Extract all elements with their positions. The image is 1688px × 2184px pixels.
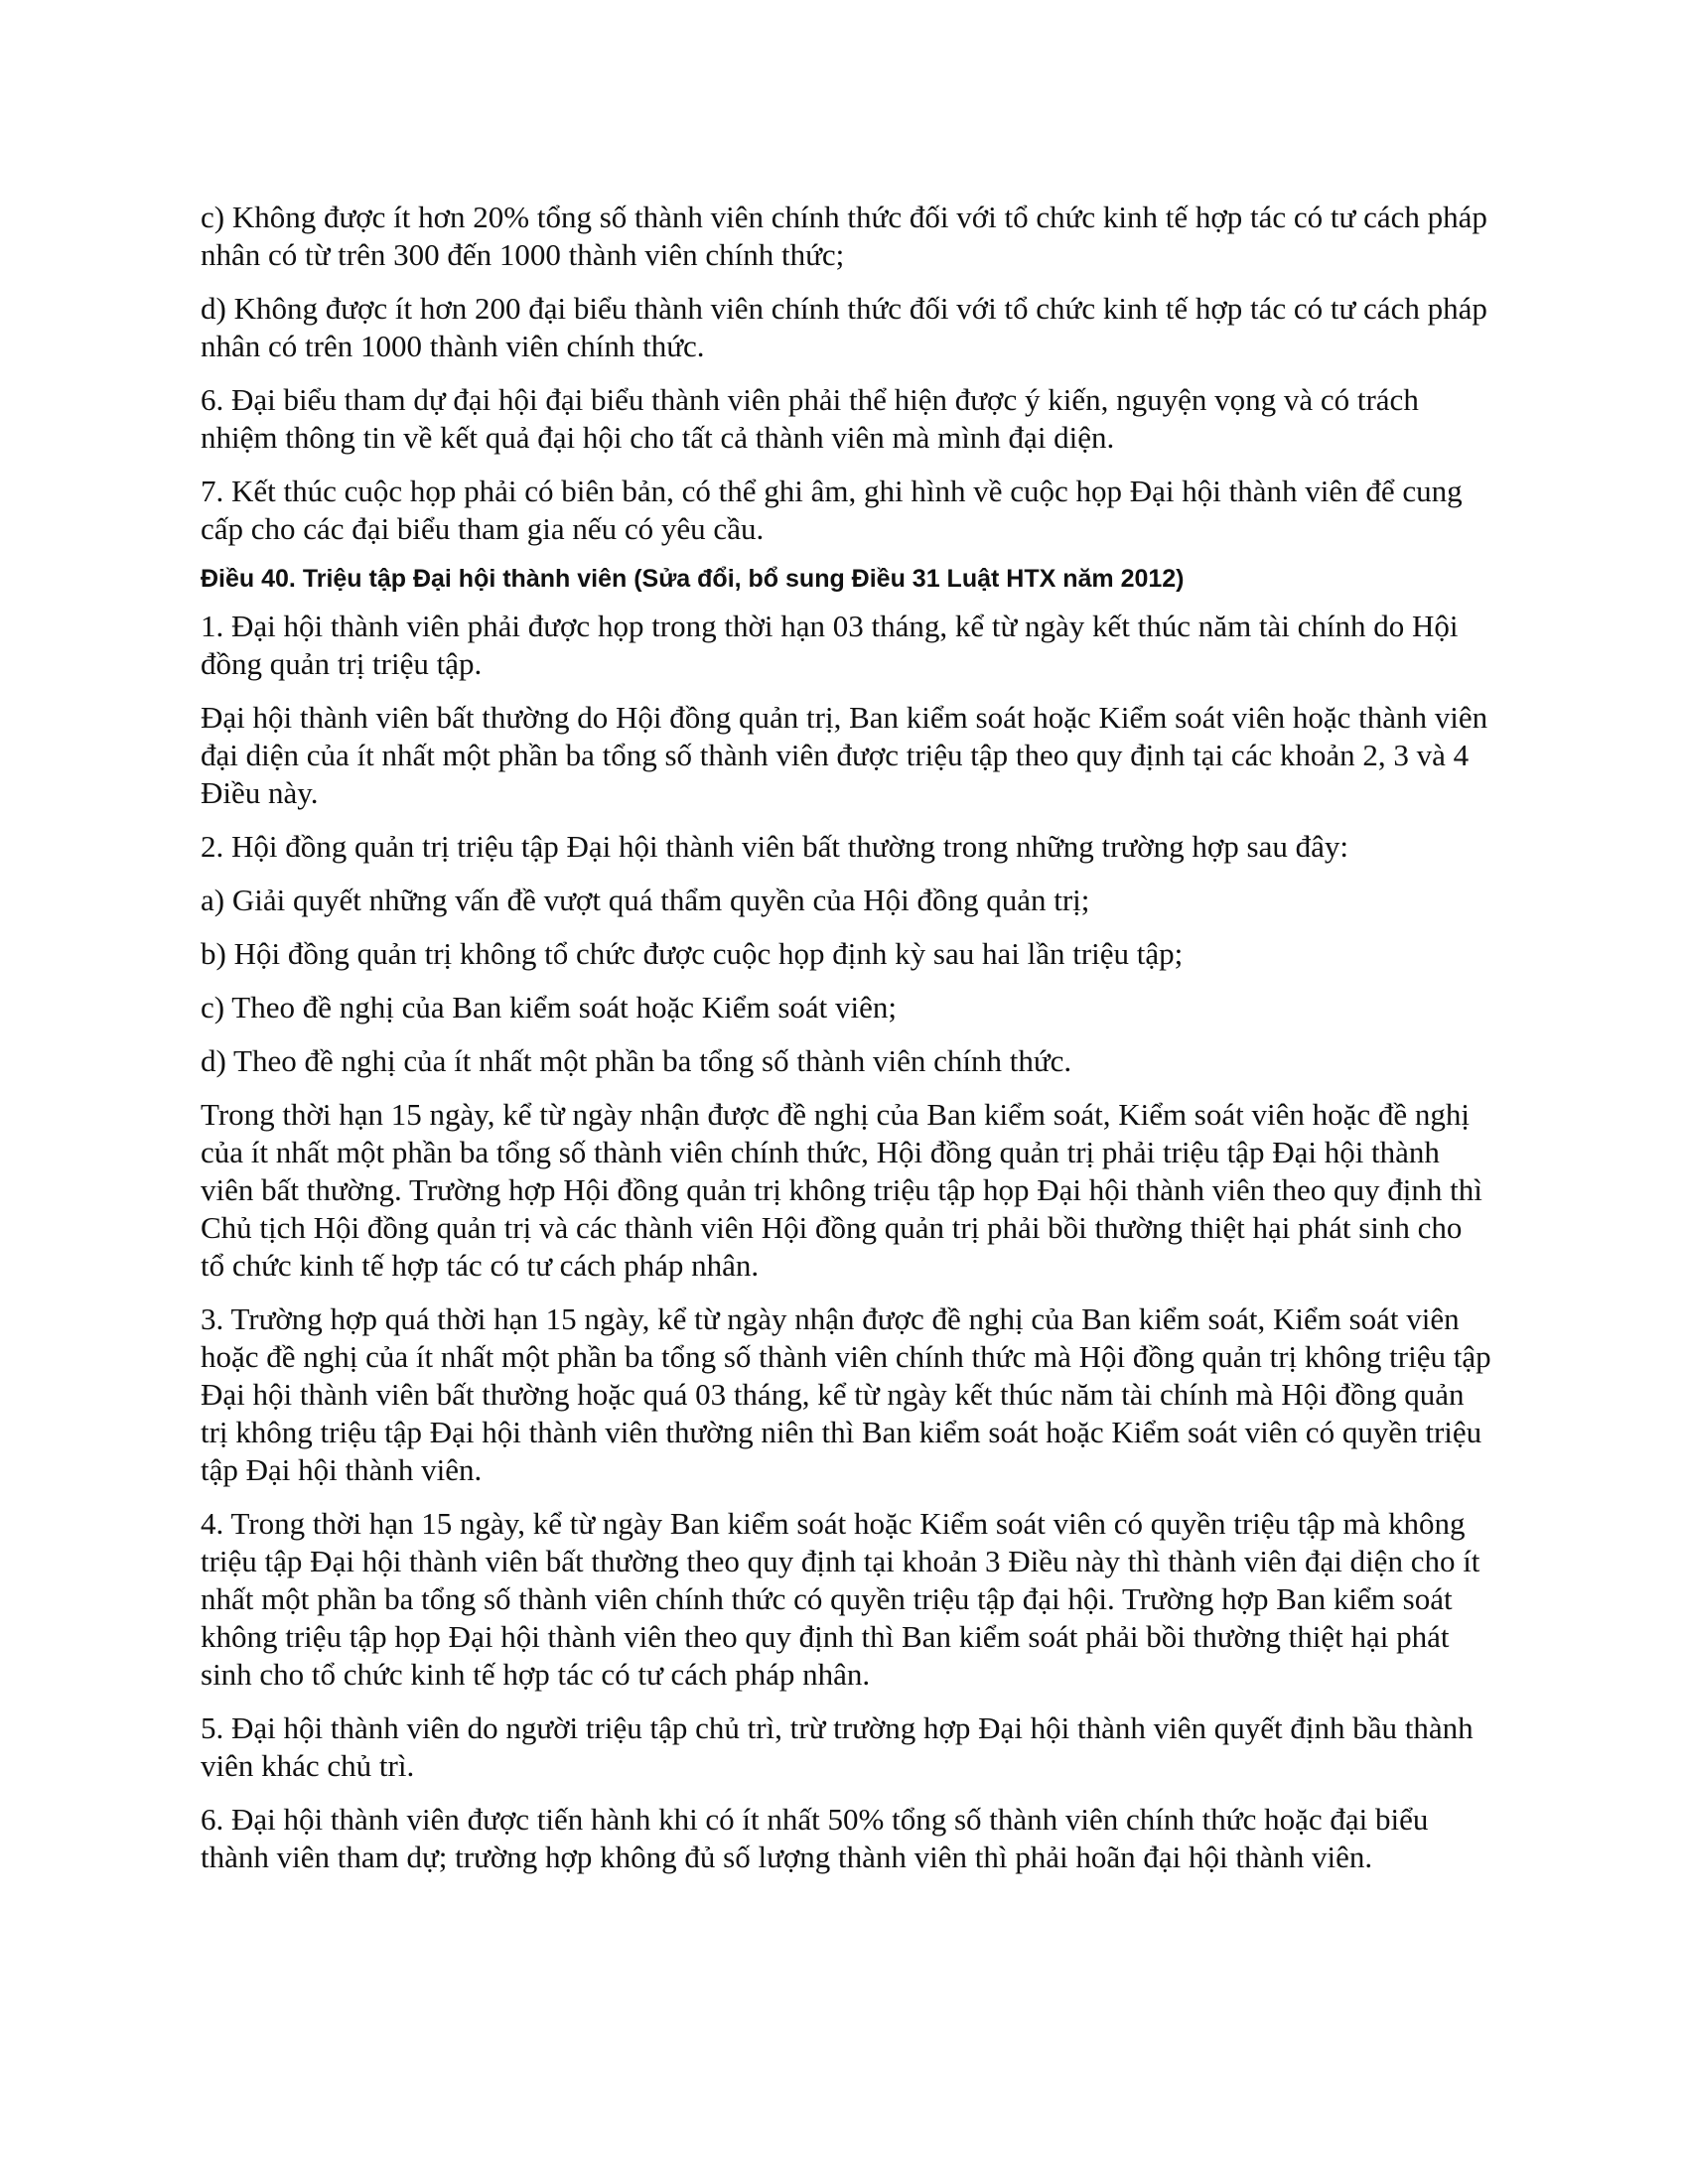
paragraph-article-item-5: 5. Đại hội thành viên do người triệu tập chủ trì, trừ trường hợp Đại hội thành viên quyết định bầu thành viên khác chủ trì. — [201, 1710, 1474, 1783]
paragraph-case-c: c) Theo đề nghị của Ban kiểm soát hoặc Kiểm soát viên; — [201, 990, 898, 1024]
paragraph-clause-c: c) Không được ít hơn 20% tổng số thành viên chính thức đối với tổ chức kinh tế hợp tác có tư cách pháp nhân có từ trên 300 đến 1000 thành viên chính thức; — [201, 200, 1487, 272]
paragraph-article-item-1: 1. Đại hội thành viên phải được họp trong thời hạn 03 tháng, kể từ ngày kết thúc năm tài chính do Hội đồng quản trị triệu tập. — [201, 609, 1459, 681]
paragraph-article-item-6: 6. Đại hội thành viên được tiến hành khi có ít nhất 50% tổng số thành viên chính thức hoặc đại biểu thành viên tham dự; trường hợp không đủ số lượng thành viên thì phải hoãn đại hội thành viên. — [201, 1802, 1429, 1874]
paragraph-extraordinary-meeting: Đại hội thành viên bất thường do Hội đồng quản trị, Ban kiểm soát hoặc Kiểm soát viên hoặc thành viên đại diện của ít nhất một phần ba tổng số thành viên được triệu tập theo quy định tại các khoản 2, 3 và 4 Điều này. — [201, 700, 1488, 810]
document-page — [201, 199, 1491, 1892]
paragraph-case-b: b) Hội đồng quản trị không tổ chức được cuộc họp định kỳ sau hai lần triệu tập; — [201, 936, 1184, 971]
paragraph-article-item-4: 4. Trong thời hạn 15 ngày, kể từ ngày Ban kiểm soát hoặc Kiểm soát viên có quyền triệu tập mà không triệu tập Đại hội thành viên bất thường theo quy định tại khoản 3 Điều này thì thành viên đại diện cho ít nhất một phần ba tổng số thành viên chính thức có quyền triệu tập đại hội. Trường hợp Ban kiểm soát không triệu tập họp Đại hội thành viên theo quy định thì Ban kiểm soát phải bồi thường thiệt hại phát sinh cho tổ chức kinh tế hợp tác có tư cách pháp nhân. — [201, 1506, 1480, 1692]
paragraph-article-item-2: 2. Hội đồng quản trị triệu tập Đại hội thành viên bất thường trong những trường hợp sau đây: — [201, 829, 1348, 864]
article-heading: Điều 40. Triệu tập Đại hội thành viên (Sửa đổi, bổ sung Điều 31 Luật HTX năm 2012) — [201, 565, 1185, 593]
paragraph-15-day-deadline: Trong thời hạn 15 ngày, kể từ ngày nhận được đề nghị của Ban kiểm soát, Kiểm soát viên hoặc đề nghị của ít nhất một phần ba tổng số thành viên chính thức, Hội đồng quản trị phải triệu tập Đại hội thành viên bất thường. Trường hợp Hội đồng quản trị không triệu tập họp Đại hội thành viên theo quy định thì Chủ tịch Hội đồng quản trị và các thành viên Hội đồng quản trị phải bồi thường thiệt hại phát sinh cho tổ chức kinh tế hợp tác có tư cách pháp nhân. — [201, 1097, 1482, 1283]
paragraph-case-d: d) Theo đề nghị của ít nhất một phần ba tổng số thành viên chính thức. — [201, 1043, 1072, 1078]
paragraph-clause-d: d) Không được ít hơn 200 đại biểu thành viên chính thức đối với tổ chức kinh tế hợp tác có tư cách pháp nhân có trên 1000 thành viên chính thức. — [201, 291, 1487, 363]
paragraph-article-item-3: 3. Trường hợp quá thời hạn 15 ngày, kể từ ngày nhận được đề nghị của Ban kiểm soát, Kiểm soát viên hoặc đề nghị của ít nhất một phần ba tổng số thành viên chính thức mà Hội đồng quản trị không triệu tập Đại hội thành viên bất thường hoặc quá 03 tháng, kể từ ngày kết thúc năm tài chính mà Hội đồng quản trị không triệu tập Đại hội thành viên thường niên thì Ban kiểm soát hoặc Kiểm soát viên có quyền triệu tập Đại hội thành viên. — [201, 1301, 1491, 1487]
paragraph-case-a: a) Giải quyết những vấn đề vượt quá thẩm quyền của Hội đồng quản trị; — [201, 883, 1090, 917]
paragraph-item-6: 6. Đại biểu tham dự đại hội đại biểu thành viên phải thể hiện được ý kiến, nguyện vọng và có trách nhiệm thông tin về kết quả đại hội cho tất cả thành viên mà mình đại diện. — [201, 382, 1419, 455]
paragraph-item-7: 7. Kết thúc cuộc họp phải có biên bản, có thể ghi âm, ghi hình về cuộc họp Đại hội thành viên để cung cấp cho các đại biểu tham gia nếu có yêu cầu. — [201, 474, 1463, 546]
